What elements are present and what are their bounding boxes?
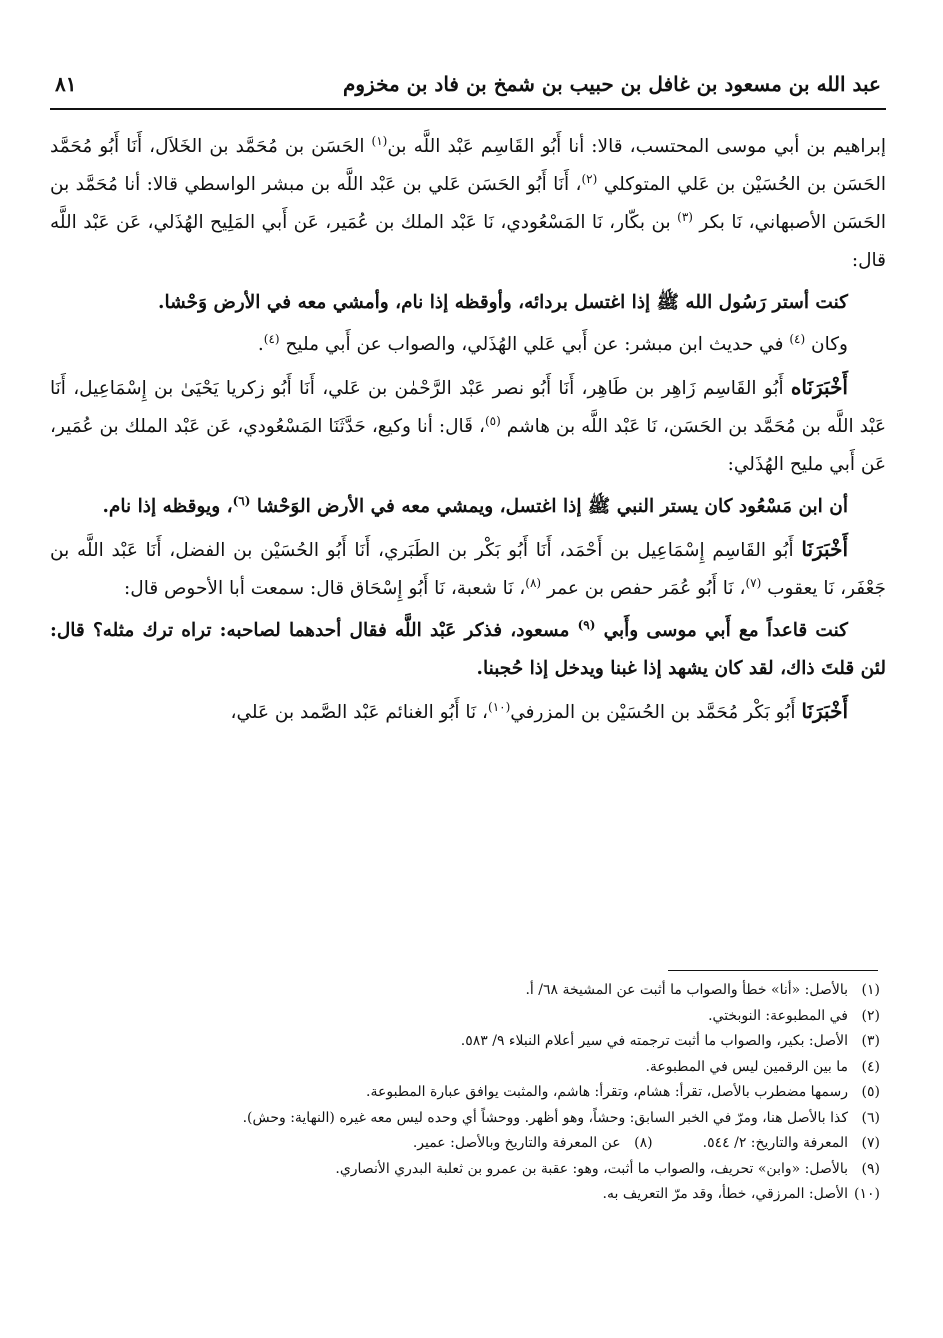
footnote-text: ما بين الرقمين ليس في المطبوعة. <box>645 1058 848 1075</box>
text-run: بن بكّار، نَا المَسْعُودي، نَا عَبْد الملك بن عُمَير، عَن أَبي المَلِيح الهُذَلي، عَن عَبْد اللَّه قال: <box>50 212 886 271</box>
footnote-marker: (٨) <box>525 576 542 590</box>
text-run: أَبُو القَاسِم زَاهِر بن طَاهِر، أَنَا أَبُو نصر عَبْد الرَّحْمٰن بن عَلي، أَنَا أَبُو زكريا يَحْيَىٰ بن إِسْمَاعِيل، أَنَا عَبْد اللَّه بن مُحَمَّد بن الحَسَن، نَا عَبْد اللَّه بن هاشم <box>50 378 886 437</box>
paragraph <box>50 326 886 364</box>
footnote <box>60 978 880 1004</box>
page-header <box>55 68 881 104</box>
footnote-marker: (١٠) <box>488 700 511 714</box>
footnote-marker: (١) <box>371 134 388 148</box>
footnote-text: المعرفة والتاريخ: ٢/ ٥٤٤. <box>702 1135 848 1151</box>
footnote <box>60 1106 880 1132</box>
footnote-number: (٥) <box>861 1084 880 1100</box>
footnote-text: بالأصل: «وابن» تحريف، والصواب ما أثبت، وهو: عقبة بن عمرو بن ثعلبة البدري الأنصاري. <box>335 1160 848 1177</box>
footnote-rule <box>668 970 878 971</box>
running-title: عبد الله بن مسعود بن غافل بن حبيب بن شمخ بن فاد بن مخزوم <box>343 72 881 96</box>
header-rule <box>50 108 886 110</box>
text-run: . <box>257 334 264 355</box>
paragraph-lead-word: أَخْبَرَنَا <box>801 699 848 723</box>
text-run: كنت قاعداً مع أَبي موسى وأَبي <box>595 620 848 641</box>
text-run: وكان <box>805 334 848 355</box>
footnote-text: عن المعرفة والتاريخ وبالأصل: عمير. <box>412 1135 621 1151</box>
footnote-number: (٦) <box>861 1109 880 1126</box>
footnote-marker: (٤) <box>789 332 806 346</box>
paragraph <box>50 128 886 280</box>
footnote-marker: (٤) <box>263 332 280 346</box>
footnote-text: الأصل: المرزقي، خطأ، وقد مرّ التعريف به. <box>602 1186 848 1202</box>
footnote-marker: (٢) <box>581 172 598 186</box>
footnote <box>60 1157 880 1183</box>
footnote-number: (٧) <box>861 1135 880 1151</box>
footnote-number: (٩) <box>861 1160 880 1177</box>
footnote-pair <box>60 1131 880 1157</box>
text-run: إبراهيم بن أبي موسى المحتسب، قالا: أنا أَبُو القَاسِم عَبْد اللَّه بن <box>387 136 886 157</box>
footnote-number: (٣) <box>861 1033 880 1049</box>
footnote-text: رسمها مضطرب بالأصل، تقرأ: هشام، وتقرأ: هاشم، والمثبت يوافق عبارة المطبوعة. <box>366 1084 848 1100</box>
footnote-marker: (٥) <box>484 414 501 428</box>
footnote <box>703 1131 880 1157</box>
text-run: كنت أستر رَسُول الله ﷺ إذا اغتسل بردائه، وأوقظه إذا نام، وأمشي معه في الأرض وَحْشا. <box>158 292 848 313</box>
footnote-marker: (٧) <box>745 576 762 590</box>
footnote-text: كذا بالأصل هنا، ومرّ في الخبر السابق: وحشاً، وهو أظهر. ووحشاً أي وحده ليس معه غيره (النهاية: وحش). <box>242 1109 848 1126</box>
footnote-number: (١) <box>861 982 880 998</box>
text-run: أَبُو القَاسِم إِسْمَاعِيل بن أَحْمَد، أَنَا أَبُو بَكْر بن الطَبَري، أَنَا أَبُو الحُسَيْن بن الفضل، أَنَا عَبْد اللَّه بن جَعْفَر، نَا يعقوب <box>50 540 886 599</box>
text-run: ، نَا أَبُو الغنائم عَبْد الصَّمد بن عَلي، <box>230 702 488 723</box>
footnote-text: الأصل: بكير، والصواب ما أثبت ترجمته في سير أعلام النبلاء ٩/ ٥٨٣. <box>460 1033 848 1049</box>
footnote-marker: (٩) <box>577 618 596 632</box>
text-run: أن ابن مَسْعُود كان يستر النبي ﷺ إذا اغتسل، ويمشي معه في الأرض الوَحْشا <box>250 496 848 517</box>
text-run: الحَسَن بن مُحَمَّد بن الخَلاَل، أَنَا أَبُو مُحَمَّد الحَسَن بن الحُسَيْن بن عَلي المتوكلي <box>50 136 886 195</box>
paragraph <box>50 612 886 688</box>
footnote <box>60 1029 880 1055</box>
paragraph <box>50 530 886 608</box>
footnote-text: في المطبوعة: النوبختي. <box>708 1007 848 1024</box>
footnotes <box>60 978 880 1208</box>
page-number: ٨١ <box>55 72 77 96</box>
text-run: ، نَا شعبة، نَا أَبُو إِسْحَاق قال: سمعت أبا الأحوص قال: <box>124 578 526 599</box>
paragraph <box>50 692 886 732</box>
text-run: ، نَا أَبُو عُمَر حفص بن عمر <box>541 578 746 599</box>
text-run: أَبُو بَكْر مُحَمَّد بن الحُسَيْن بن المزرفي <box>510 702 802 723</box>
text-run: في حديث ابن مبشر: عن أَبي عَلي الهُذَلي، والصواب عن أَبي مليح <box>279 334 790 355</box>
text-run: ، ويوقظه إذا نام. <box>102 496 233 517</box>
paragraph <box>50 488 886 526</box>
footnote-number: (١٠) <box>854 1186 880 1202</box>
footnote <box>60 1004 880 1030</box>
footnote-marker: (٦) <box>232 494 251 508</box>
main-text <box>50 128 886 736</box>
footnote-number: (٤) <box>861 1058 880 1075</box>
paragraph-lead-word: أَخْبَرَنَا <box>801 537 848 561</box>
footnote-number: (٢) <box>861 1007 880 1024</box>
text-run: ، أَنَا أَبُو الحَسَن عَلي بن عَبْد اللَّه بن مبشر الواسطي قالا: أنا مُحَمَّد بن الحَسَن الأصبهاني، نَا بكر <box>50 174 886 233</box>
footnote-number: (٨) <box>634 1135 653 1151</box>
text-run: ، قَال: أنا وكيع، حَدَّثَنَا المَسْعُودي، عَن عَبْد الملك بن عُمَير، عَن أَبي مليح الهُذَلي: <box>50 416 886 475</box>
footnote <box>60 1055 880 1081</box>
paragraph <box>50 284 886 322</box>
footnote-marker: (٣) <box>677 210 693 224</box>
footnote <box>60 1080 880 1106</box>
footnote <box>413 1131 653 1157</box>
paragraph <box>50 368 886 484</box>
footnote <box>60 1182 880 1208</box>
text-run: مسعود، فذكر عَبْد اللَّه فقال أحدهما لصاحبه: تراه ترك مثله؟ قال: لئن قلتَ ذاك، لقد كان يشهد إذا غبنا ويدخل إذا حُجبنا. <box>50 620 886 679</box>
footnote-text: بالأصل: «أنا» خطأ والصواب ما أثبت عن المشيخة ٦٨/ أ. <box>525 982 848 998</box>
paragraph-lead-word: أَخْبَرَنَاه <box>790 375 848 399</box>
